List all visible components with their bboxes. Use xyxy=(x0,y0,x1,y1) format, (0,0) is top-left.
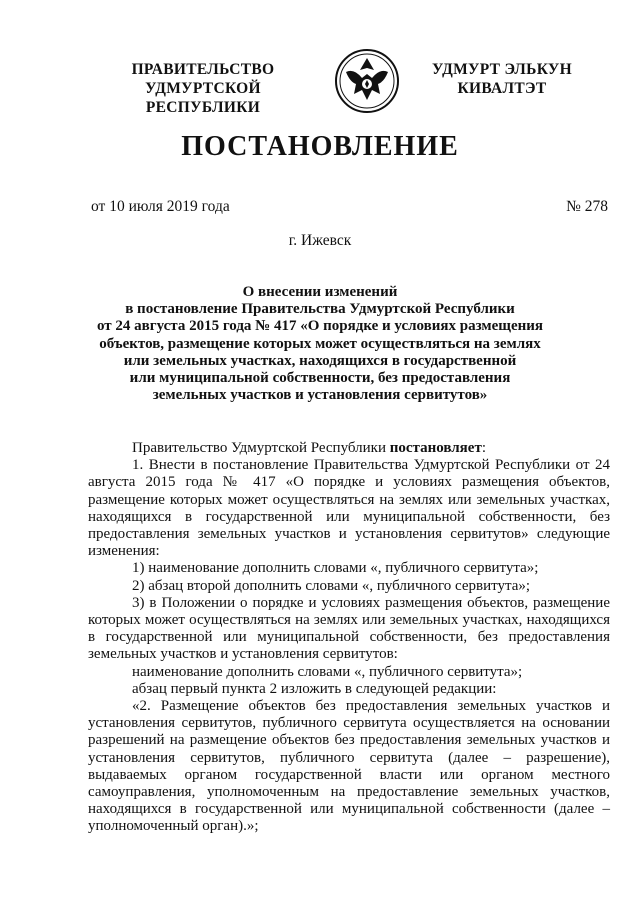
intro-paragraph xyxy=(88,440,610,457)
header-left-line1: ПРАВИТЕЛЬСТВО xyxy=(131,61,275,78)
title-line: или муниципальной собственности, без предоставления xyxy=(129,370,511,387)
title-line: земельных участков и установления сервитутов» xyxy=(152,387,488,404)
document-number: № 278 xyxy=(566,198,608,215)
coat-of-arms-emblem xyxy=(334,48,400,114)
paragraph-1-1: 1) наименование дополнить словами «, публичного сервитута»; xyxy=(132,560,539,577)
intro-prefix: Правительство Удмуртской Республики xyxy=(132,440,390,456)
paragraph-1-3: 3) в Положении о порядке и условиях размещения объектов, размещение которых может осуществляться на землях или земельных участках, находящихся в государственной или муниципальной собственности, без предоставления земельных участков и установления сервитутов: xyxy=(88,594,610,663)
paragraph-1: 1. Внести в постановление Правительства Удмуртской Республики от 24 августа 2015 года № 417 «О порядке и условиях размещения объектов, размещение которых может осуществляться на землях или земельных участках, находящихся в государственной или муниципальной собственности, без предоставления земельных участков и установления сервитутов» следующие изменения: xyxy=(88,457,610,560)
header-right xyxy=(412,60,592,98)
title-line: объектов, размещение которых может осуществляться на землях xyxy=(99,335,541,352)
header-right-line2: КИВАЛТЭТ xyxy=(457,80,547,97)
paragraph-1-3c: «2. Размещение объектов без предоставления земельных участков и установления сервитутов, публичного сервитута осуществляется на основании разрешений на размещение объектов без предоставления земельных участков и установления сервитутов, публичного сервитута (далее – разрешение), выдаваемых органом государственной власти или органом местного самоуправления, уполномоченным на предоставление земельных участков, находящихся в государственной или муниципальной собственности (далее – уполномоченный орган).»; xyxy=(88,698,610,835)
paragraph-1-2: 2) абзац второй дополнить словами «, публичного сервитута»; xyxy=(132,577,531,594)
header-right-line1: УДМУРТ ЭЛЬКУН xyxy=(432,61,572,78)
header-left xyxy=(88,60,318,117)
paragraph-1-3b: абзац первый пункта 2 изложить в следующей редакции: xyxy=(132,680,497,697)
document-title xyxy=(80,284,560,404)
title-line: в постановление Правительства Удмуртской Республики xyxy=(125,301,515,318)
document-type: ПОСТАНОВЛЕНИЕ xyxy=(181,131,459,162)
title-line: или земельных участках, находящихся в государственной xyxy=(123,352,517,369)
document-date: от 10 июля 2019 года xyxy=(91,198,230,215)
paragraph-1-3a: наименование дополнить словами «, публичного сервитута»; xyxy=(132,663,523,680)
header-left-line2: УДМУРТСКОЙ РЕСПУБЛИКИ xyxy=(145,80,261,116)
document-body xyxy=(88,440,610,836)
intro-suffix: : xyxy=(481,440,486,456)
title-line: от 24 августа 2015 года № 417 «О порядке и условиях размещения xyxy=(96,318,544,335)
intro-bold: постановляет xyxy=(389,440,482,456)
document-city: г. Ижевск xyxy=(288,232,352,249)
title-line: О внесении изменений xyxy=(242,284,398,300)
